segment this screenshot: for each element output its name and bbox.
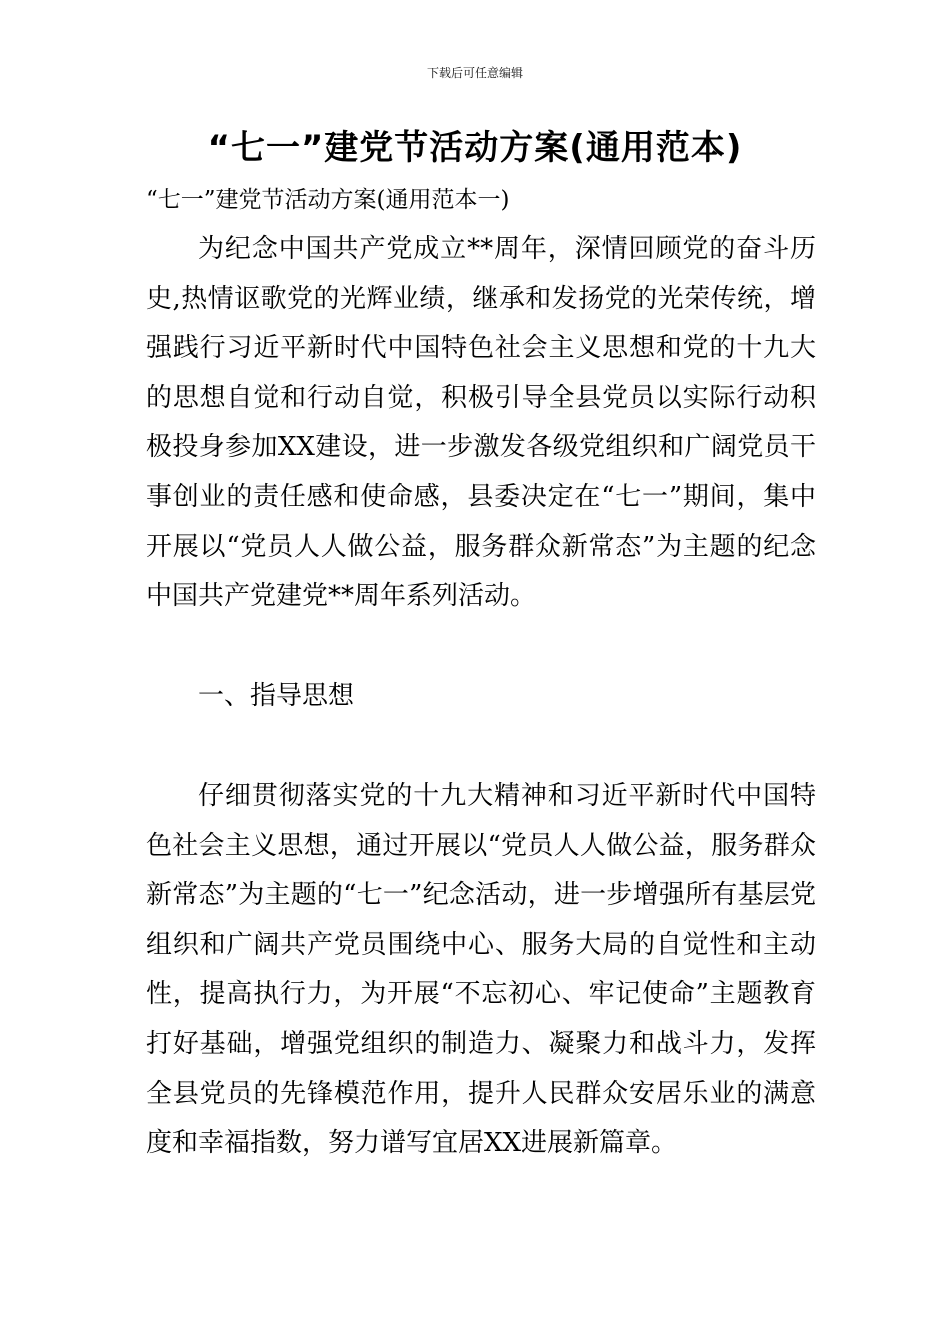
section-body-paragraph: 仔细贯彻落实党的十九大精神和习近平新时代中国特色社会主义思想，通过开展以“党员人人做公益，服务群众新常态”为主题的“七一”纪念活动，进一步增强所有基层党组织和广阔共产党员围绕中心、服务大局的自觉性和主动性，提高执行力，为开展“不忘初心、牢记使命”主题教育打好基础，增强党组织的制造力、凝聚力和战斗力，发挥全县党员的先锋模范作用，提升人民群众安居乐业的满意度和幸福指数，努力谱写宜居XX进展新篇章。: [146, 781, 816, 1159]
section-heading: 一、指导思想: [198, 681, 355, 711]
document-subtitle: “七一”建党节活动方案(通用范本一): [146, 187, 510, 213]
document-title: “七一”建党节活动方案(通用范本): [207, 128, 743, 168]
intro-paragraph: 为纪念中国共产党成立**周年，深情回顾党的奋斗历史,热情讴歌党的光辉业绩，继承和发扬党的光荣传统，增强践行习近平新时代中国特色社会主义思想和党的十九大的思想自觉和行动自觉，积极引导全县党员以实际行动积极投身参加XX建设，进一步激发各级党组织和广阔党员干事创业的责任感和使命感，县委决定在“七一”期间，集中开展以“党员人人做公益，服务群众新常态”为主题的纪念中国共产党建党**周年系列活动。: [146, 234, 816, 612]
page-header-note: 下载后可任意编辑: [426, 66, 523, 80]
